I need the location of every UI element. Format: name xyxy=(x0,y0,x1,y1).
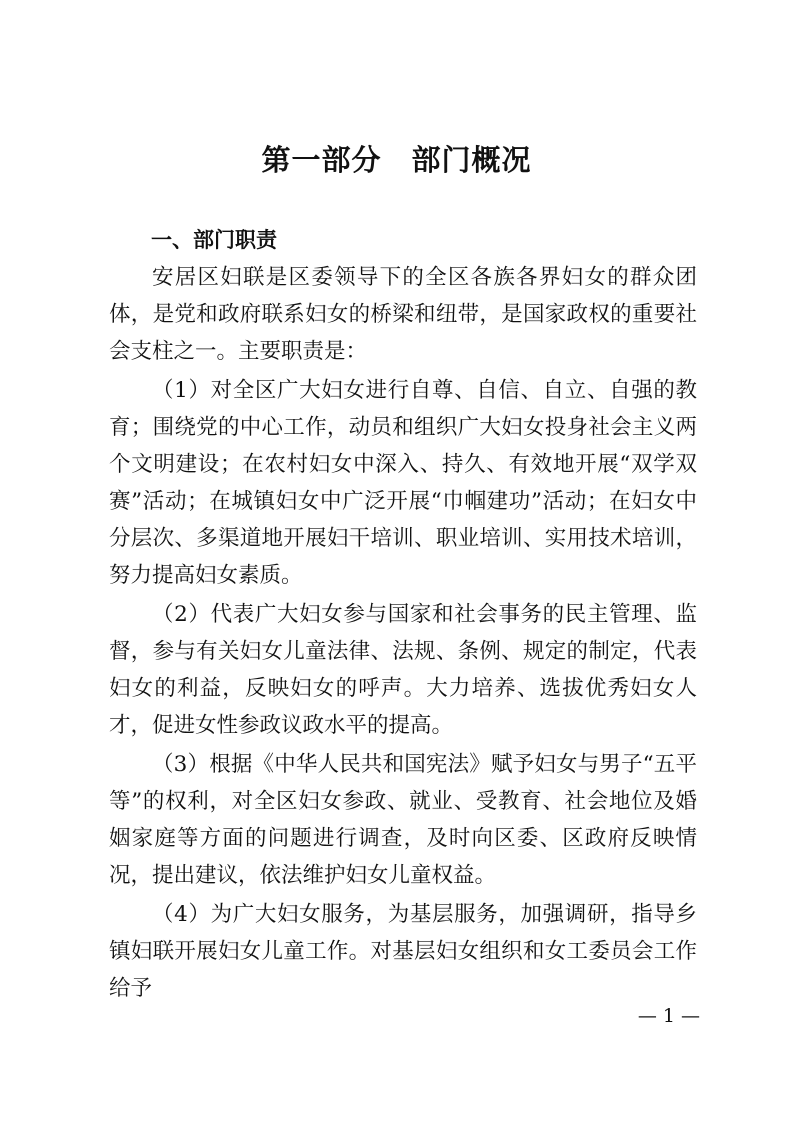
intro-paragraph: 安居区妇联是区委领导下的全区各族各界妇女的群众团体，是党和政府联系妇女的桥梁和纽带，是国家政权的重要社会支柱之一。主要职责是： xyxy=(109,265,697,364)
page-number: — 1 — xyxy=(637,1005,700,1027)
duty-paragraph-3: （3）根据《中华人民共和国宪法》赋予妇女与男子“五平等”的权利，对全区妇女参政、就业、受教育、社会地位及婚姻家庭等方面的问题进行调查，及时向区委、区政府反映情况，提出建议，依法维护妇女儿童权益。 xyxy=(109,752,697,888)
duty-paragraph-4: （4）为广大妇女服务，为基层服务，加强调研，指导乡镇妇联开展妇女儿童工作。对基层妇女组织和女工委员会工作给予 xyxy=(109,902,697,1001)
duty-paragraph-2: （2）代表广大妇女参与国家和社会事务的民主管理、监督，参与有关妇女儿童法律、法规、条例、规定的制定，代表妇女的利益，反映妇女的呼声。大力培养、选拔优秀妇女人才，促进女性参政议政水平的提高。 xyxy=(109,602,697,738)
document-body xyxy=(109,222,697,1009)
page-title: 第一部分 部门概况 xyxy=(261,143,532,177)
duty-paragraph-1: （1）对全区广大妇女进行自尊、自信、自立、自强的教育；围绕党的中心工作，动员和组织广大妇女投身社会主义两个文明建设；在农村妇女中深入、持久、有效地开展“双学双赛”活动；在城镇妇女中广泛开展“巾帼建功”活动；在妇女中分层次、多渠道地开展妇干培训、职业培训、实用技术培训，努力提高妇女素质。 xyxy=(109,378,697,588)
section-heading: 一、部门职责 xyxy=(151,228,277,252)
